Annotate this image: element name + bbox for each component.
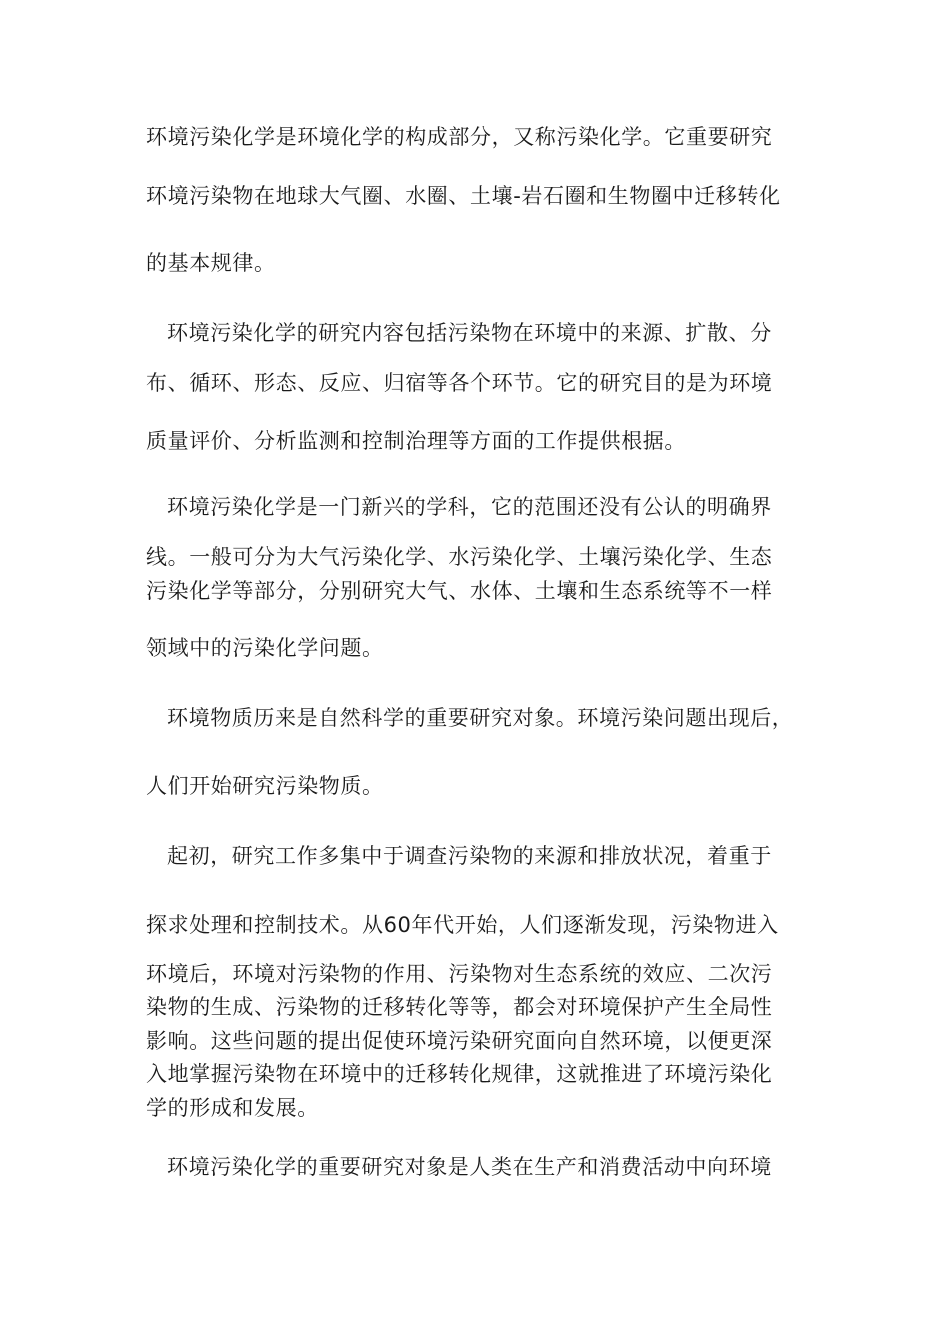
text-line: 探求处理和控制技术。从60年代开始，人们逐渐发现，污染物进入 bbox=[146, 913, 779, 937]
text-line: 环境污染化学是环境化学的构成部分，又称污染化学。它重要研究 bbox=[146, 125, 773, 149]
text-line: 质量评价、分析监测和控制治理等方面的工作提供根据。 bbox=[146, 429, 686, 453]
text-line: 人们开始研究污染物质。 bbox=[146, 774, 384, 798]
text-line: 影响。这些问题的提出促使环境污染研究面向自然环境，以便更深 bbox=[146, 1029, 773, 1053]
text-line: 的基本规律。 bbox=[146, 251, 276, 275]
text-line: 环境污染化学的研究内容包括污染物在环境中的来源、扩散、分 bbox=[167, 321, 772, 345]
text-line: 环境污染化学的重要研究对象是人类在生产和消费活动中向环境 bbox=[167, 1155, 772, 1179]
text-line: 污染化学等部分，分别研究大气、水体、土壤和生态系统等不一样 bbox=[146, 579, 773, 603]
text-line: 环境物质历来是自然科学的重要研究对象。环境污染问题出现后， bbox=[167, 706, 794, 730]
text-line: 环境污染化学是一门新兴的学科，它的范围还没有公认的明确界 bbox=[167, 495, 772, 519]
text-line: 布、循环、形态、反应、归宿等各个环节。它的研究目的是为环境 bbox=[146, 371, 773, 395]
text-line: 环境污染物在地球大气圈、水圈、土壤-岩石圈和生物圈中迁移转化 bbox=[146, 184, 781, 208]
text-line: 学的形成和发展。 bbox=[146, 1096, 319, 1120]
text-line: 线。一般可分为大气污染化学、水污染化学、土壤污染化学、生态 bbox=[146, 545, 773, 569]
text-line: 环境后，环境对污染物的作用、污染物对生态系统的效应、二次污 bbox=[146, 962, 773, 986]
text-line: 起初，研究工作多集中于调查污染物的来源和排放状况，着重于 bbox=[167, 844, 772, 868]
text-line: 领域中的污染化学问题。 bbox=[146, 636, 384, 660]
text-line: 入地掌握污染物在环境中的迁移转化规律，这就推进了环境污染化 bbox=[146, 1062, 773, 1086]
text-line: 染物的生成、污染物的迁移转化等等，都会对环境保护产生全局性 bbox=[146, 995, 773, 1019]
